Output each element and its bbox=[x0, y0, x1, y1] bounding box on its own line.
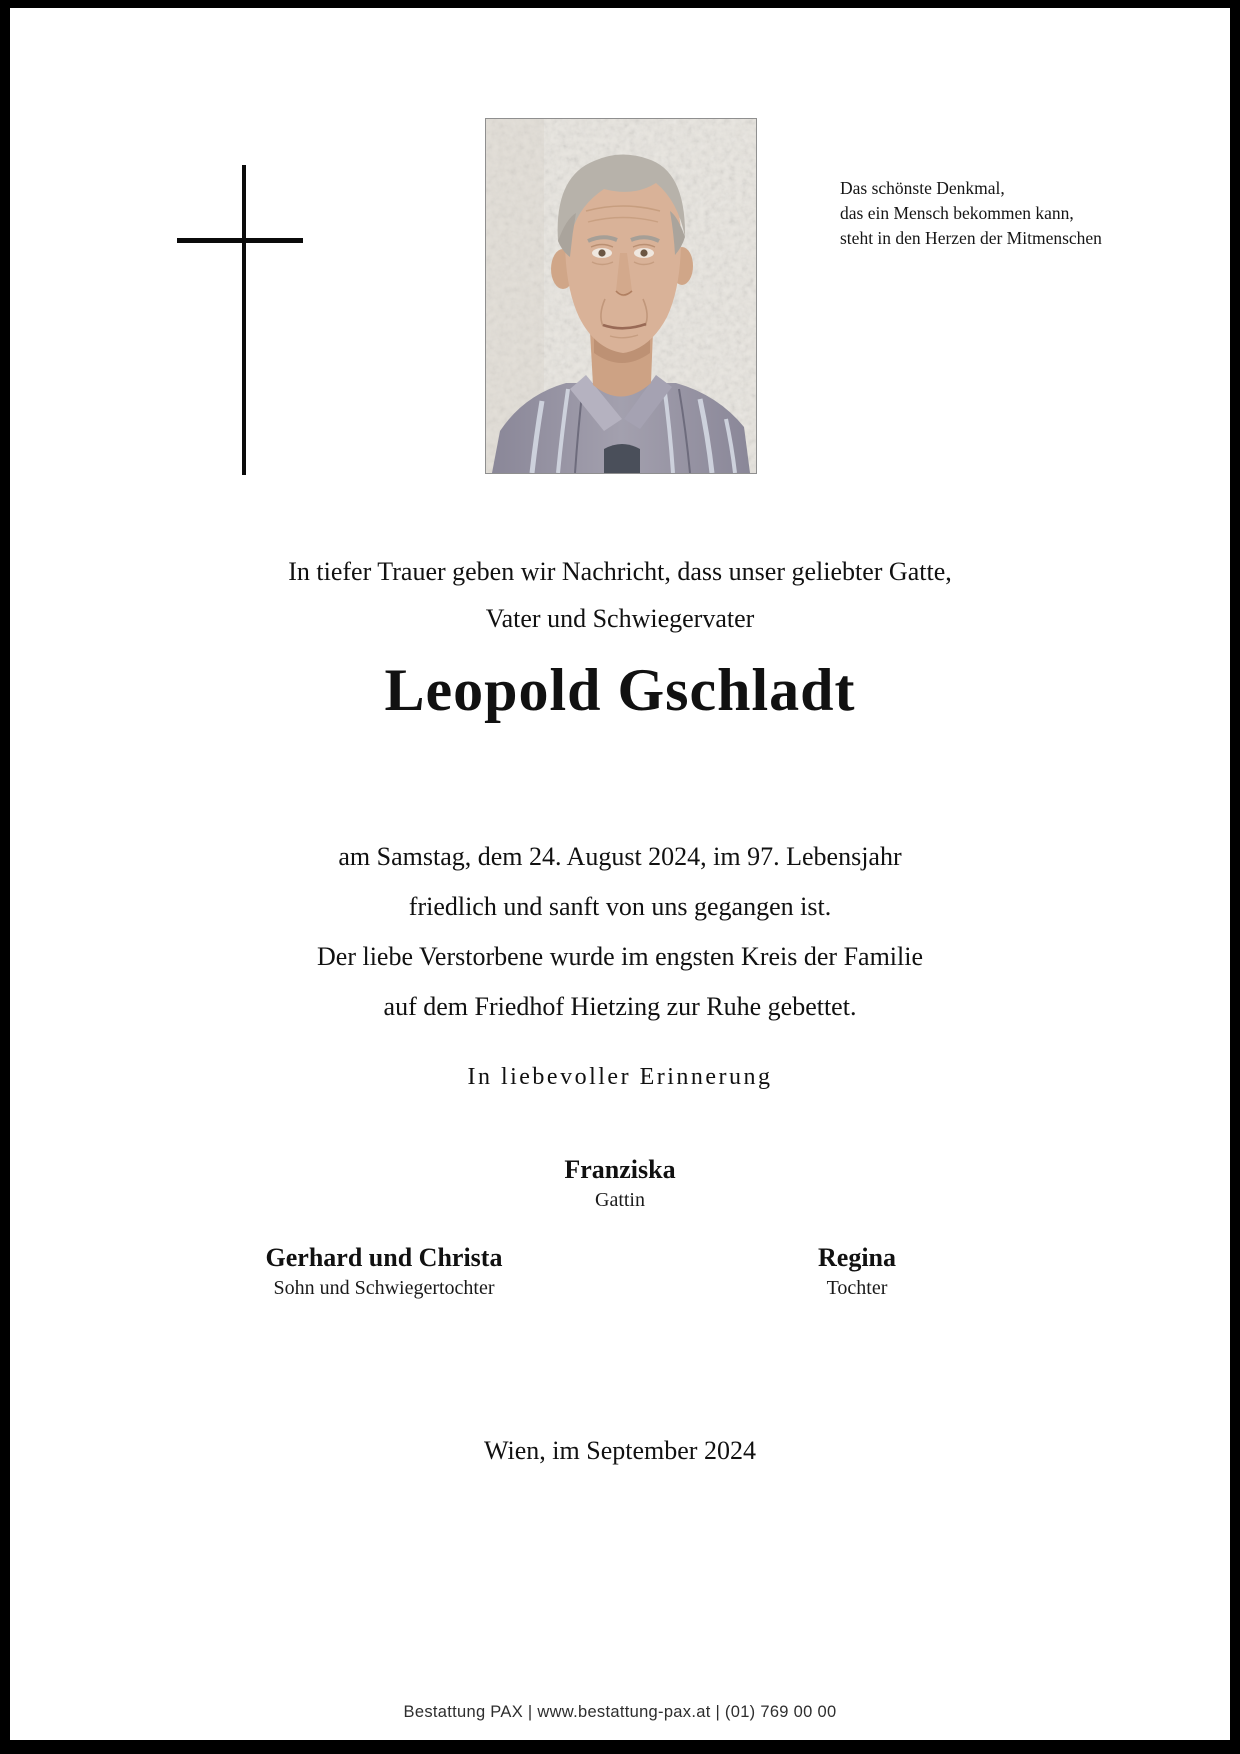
death-details-line-1: am Samstag, dem 24. August 2024, im 97. Lebensjahr bbox=[338, 842, 902, 871]
announcement-text bbox=[10, 548, 1230, 642]
announcement-line-1: In tiefer Trauer geben wir Nachricht, dass unser geliebter Gatte, bbox=[288, 557, 952, 586]
mourner-left bbox=[184, 1242, 584, 1302]
quote-line-3: steht in den Herzen der Mitmenschen bbox=[840, 228, 1102, 248]
mourner-primary-name: Franziska bbox=[564, 1155, 676, 1184]
mourner-primary bbox=[10, 1154, 1230, 1214]
mourner-right-name: Regina bbox=[818, 1243, 896, 1272]
announcement-line-2: Vater und Schwiegervater bbox=[485, 604, 755, 633]
mourner-right bbox=[657, 1242, 1057, 1302]
cross-horizontal-bar bbox=[177, 238, 303, 243]
cross-vertical-bar bbox=[242, 165, 246, 475]
deceased-name: Leopold Gschladt bbox=[384, 657, 856, 723]
remembrance-text: In liebevoller Erinnerung bbox=[467, 1064, 773, 1090]
mourner-primary-relation: Gattin bbox=[595, 1189, 645, 1211]
memorial-quote bbox=[840, 176, 1200, 251]
place-date: Wien, im September 2024 bbox=[484, 1436, 756, 1465]
memorial-cross-icon bbox=[170, 158, 310, 478]
death-details-line-2: friedlich und sanft von uns gegangen ist. bbox=[408, 892, 832, 921]
burial-details bbox=[10, 932, 1230, 1032]
funeral-home-footer: Bestattung PAX | www.bestattung-pax.at | (01) 769 00 00 bbox=[403, 1703, 837, 1721]
mourner-left-name: Gerhard und Christa bbox=[265, 1243, 503, 1272]
portrait-photo-illustration bbox=[486, 119, 756, 473]
burial-line-1: Der liebe Verstorbene wurde im engsten Kreis der Familie bbox=[317, 942, 923, 971]
death-details bbox=[10, 832, 1230, 932]
quote-line-2: das ein Mensch bekommen kann, bbox=[840, 203, 1074, 223]
mourner-right-relation: Tochter bbox=[826, 1277, 888, 1299]
burial-line-2: auf dem Friedhof Hietzing zur Ruhe gebettet. bbox=[383, 992, 857, 1021]
mourner-left-relation: Sohn und Schwiegertochter bbox=[273, 1277, 495, 1299]
portrait-photo bbox=[485, 118, 757, 474]
quote-line-1: Das schönste Denkmal, bbox=[840, 178, 1005, 198]
